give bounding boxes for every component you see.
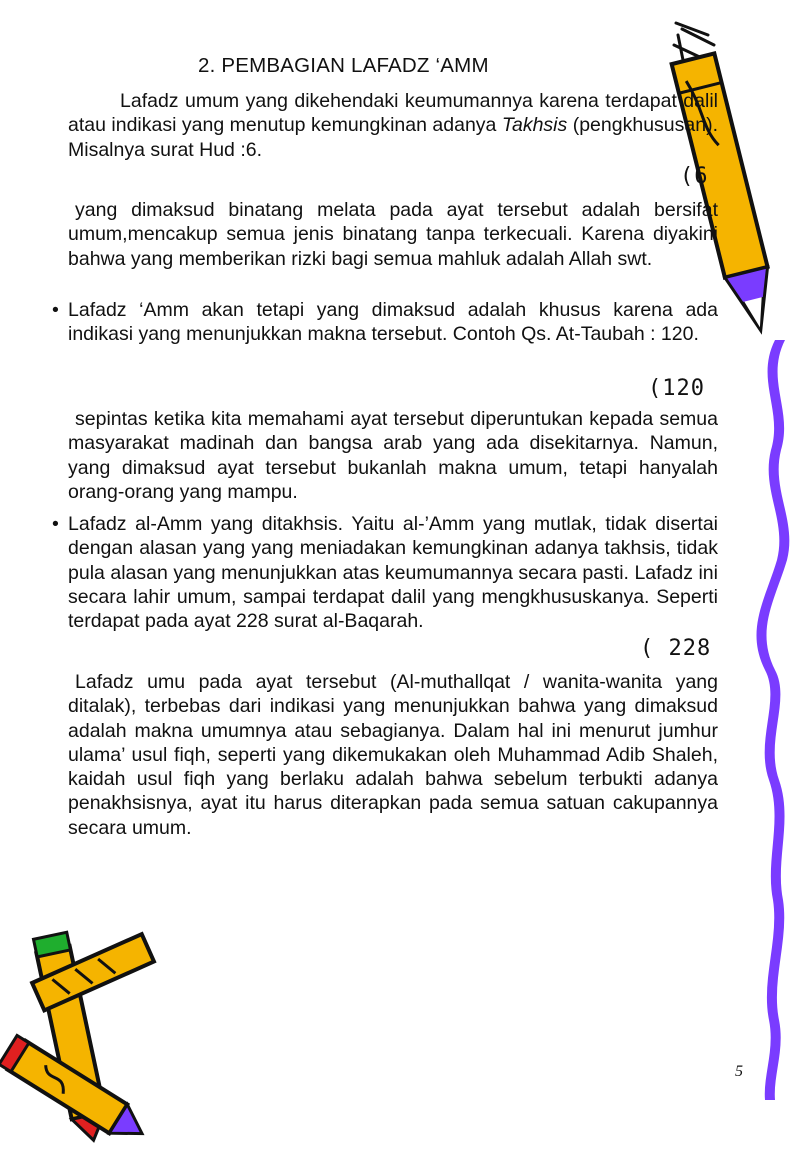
explanation-paragraph: sepintas ketika kita memahami ayat tersebut diperuntukan kepada semua masyarakat madinah dan bangsa arab yang ada disekitarnya. Namun, yang dimaksud ayat tersebut bukanlah makna umum, tetapi hanyalah orang-orang yang mampu. bbox=[68, 408, 718, 503]
verse-reference: (120 bbox=[648, 376, 705, 401]
verse-reference: ( 228 bbox=[640, 636, 712, 661]
verse-reference: (6 bbox=[680, 164, 709, 189]
section-heading: 2. PEMBAGIAN LAFADZ ‘AMM bbox=[198, 54, 489, 77]
list-item-text: Lafadz ‘Amm akan tetapi yang dimaksud adalah khusus karena ada indikasi yang menunjukkan makna tersebut. Contoh Qs. At-Taubah : 120. bbox=[68, 299, 718, 346]
list-item bbox=[52, 298, 718, 347]
explanation-paragraph: yang dimaksud binatang melata pada ayat tersebut adalah bersifat umum,mencakup semua jenis binatang tanpa terkecuali. Karena diyakini bahwa yang memberikan rizki bagi semua mahluk adalah Allah swt. bbox=[68, 199, 718, 270]
explanation-paragraph: Lafadz umu pada ayat tersebut (Al-muthallqat / wanita-wanita yang ditalak), terbebas dari indikasi yang menunjukkan bahwa yang dimaksud adalah makna umumnya atau sebagianya. Dalam hal ini menurut jumhur ulama’ usul fiqh, seperti yang dikemukakan oleh Muhammad Adib Shaleh, kaidah usul fiqh yang berlaku adalah bahwa sebelum terbukti adanya penakhsisnya, ayat itu harus diterapkan pada semua satuan cakupannya secara umum. bbox=[68, 671, 718, 839]
page-number: 5 bbox=[735, 1063, 743, 1080]
intro-paragraph: Lafadz umum yang dikehendaki keumumannya karena terdapat dalil atau indikasi yang menutup kemungkinan adanya Takhsis (pengkhususan). Misalnya surat Hud :6. bbox=[68, 90, 718, 161]
italic-term: Takhsis bbox=[501, 114, 568, 137]
wavy-ribbon-decoration bbox=[735, 340, 795, 1100]
list-item bbox=[52, 512, 718, 633]
list-item-text: Lafadz al-Amm yang ditakhsis. Yaitu al-’Amm yang mutlak, tidak disertai dengan alasan yang yang meniadakan kemungkinan adanya takhsis, tidak pula alasan yang menunjukkan atas keumumannya secara pasti. Lafadz ini secara lahir umum, sampai terdapat dalil yang mengkhususkanya. Seperti terdapat pada ayat 228 surat al-Baqarah. bbox=[68, 513, 718, 633]
bullet-marker: • bbox=[52, 513, 59, 535]
pencil-pair-illustration-bottom-left bbox=[0, 930, 170, 1150]
bullet-marker: • bbox=[52, 299, 59, 321]
